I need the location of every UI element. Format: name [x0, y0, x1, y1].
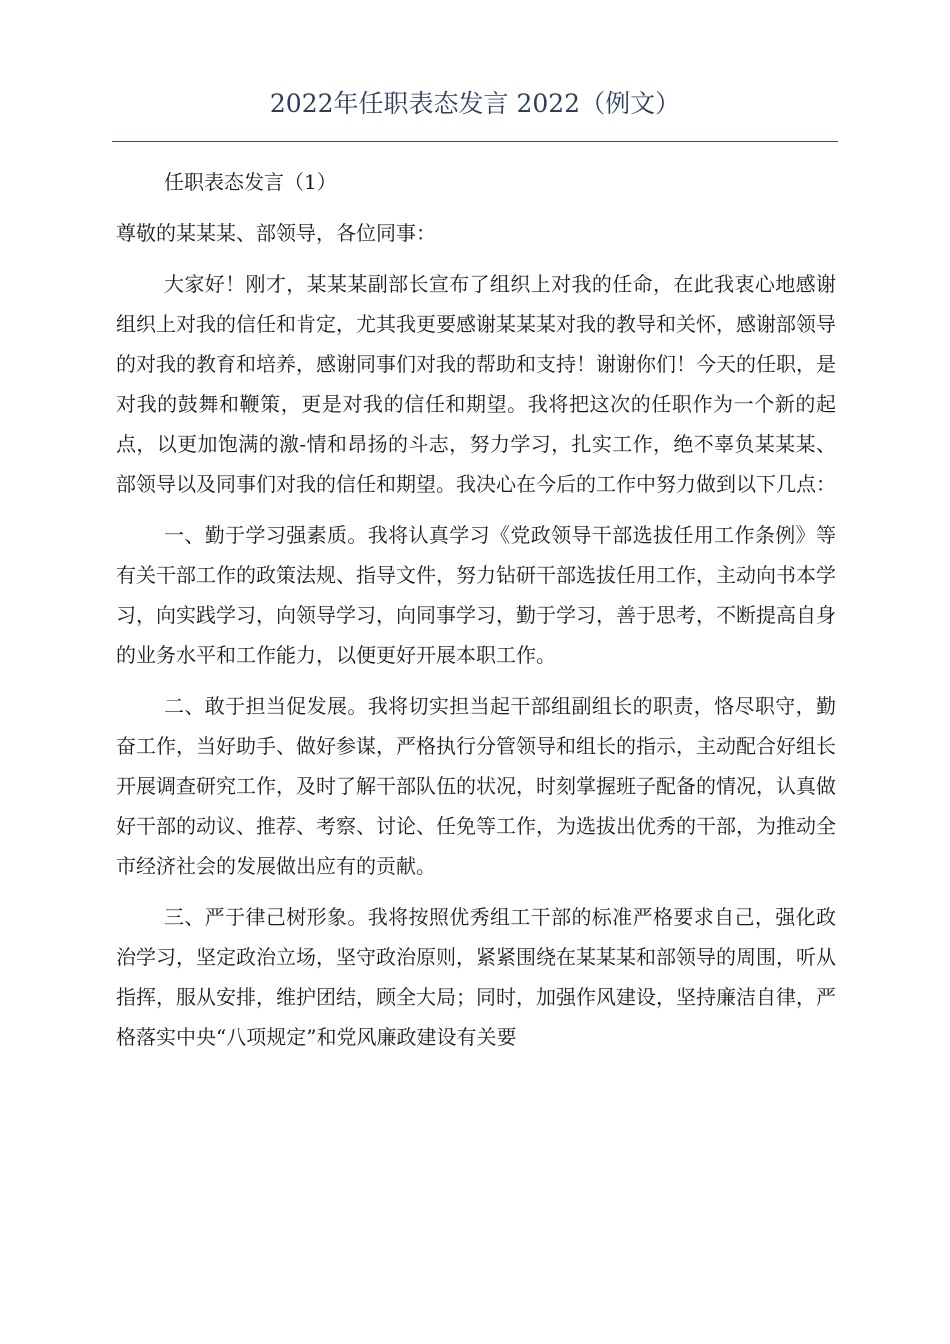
document-title: 2022年任职表态发言 2022（例文）: [269, 89, 681, 118]
paragraph-point-2: 二、敢于担当促发展。我将切实担当起干部组副组长的职责，恪尽职守，勤奋工作，当好助手、做好参谋，严格执行分管领导和组长的指示，主动配合好组长开展调查研究工作，及时了解干部队伍的状况，时刻掌握班子配备的情况，认真做好干部的动议、推荐、考察、讨论、任免等工作，为选拔出优秀的干部，为推动全市经济社会的发展做出应有的贡献。: [116, 694, 836, 878]
paragraph-point-1: 一、勤于学习强素质。我将认真学习《党政领导干部选拔任用工作条例》等有关干部工作的政策法规、指导文件，努力钻研干部选拔任用工作，主动向书本学习，向实践学习，向领导学习，向同事学习，勤于学习，善于思考，不断提高自身的业务水平和工作能力，以便更好开展本职工作。: [116, 523, 836, 667]
document-body: [116, 162, 836, 1068]
salutation: 尊敬的某某某、部领导，各位同事：: [116, 221, 436, 245]
section-heading: 任职表态发言（1）: [164, 170, 337, 194]
paragraph-point-3: 三、严于律己树形象。我将按照优秀组工干部的标准严格要求自己，强化政治学习，坚定政治立场，坚守政治原则，紧紧围绕在某某某和部领导的周围，听从指挥，服从安排，维护团结，顾全大局；同时，加强作风建设，坚持廉洁自律，严格落实中央“八项规定”和党风廉政建设有关要: [116, 905, 836, 1049]
paragraph-opening: 大家好！刚才，某某某副部长宣布了组织上对我的任命，在此我衷心地感谢组织上对我的信任和肯定，尤其我更要感谢某某某对我的教导和关怀，感谢部领导的对我的教育和培养，感谢同事们对我的帮助和支持！谢谢你们！今天的任职，是对我的鼓舞和鞭策，更是对我的信任和期望。我将把这次的任职作为一个新的起点，以更加饱满的激-情和昂扬的斗志，努力学习，扎实工作，绝不辜负某某某、部领导以及同事们对我的信任和期望。我决心在今后的工作中努力做到以下几点：: [116, 272, 836, 496]
title-divider: [112, 141, 838, 142]
